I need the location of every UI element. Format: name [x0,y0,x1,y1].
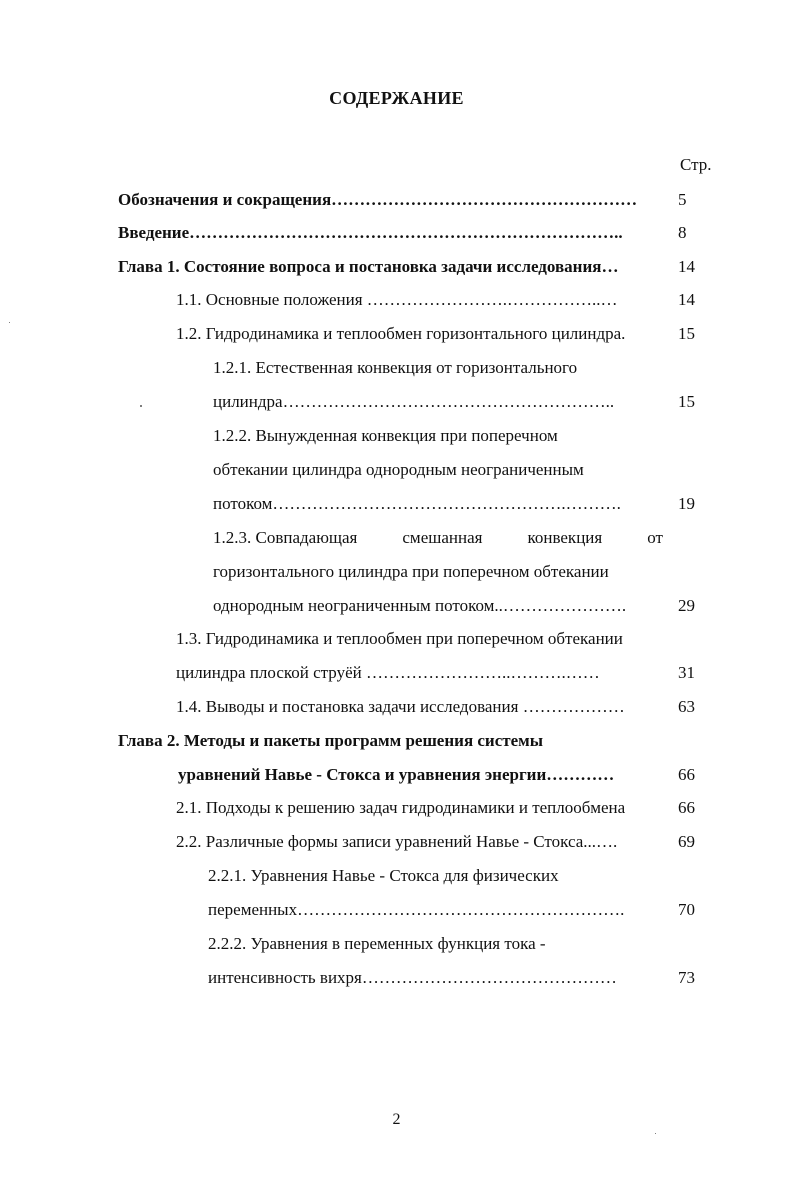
toc-entry-1-2-2-line-3: потоком…………………………………………….………. [213,494,621,513]
toc-entry-1-2-3-line-1 [213,527,663,549]
toc-entry-1-2: 1.2. Гидродинамика и теплообмен горизонтального цилиндра. [176,324,626,343]
toc-entry-2-1: 2.1. Подходы к решению задач гидродинамики и теплообмена [176,798,626,817]
toc-page-chapter-2: 66 [678,765,695,784]
toc-page-1-2-1: 15 [678,392,695,411]
toc-entry-1-2-2-line-2: обтекании цилиндра однородным неограниченным [213,460,584,479]
toc-page-1-1: 14 [678,290,695,309]
toc-page-notation: 5 [678,190,687,209]
toc-entry-2-2-2-line-2: интенсивность вихря……………………………………… [208,968,617,987]
toc-page-1-2-3: 29 [678,596,695,615]
scan-speck [9,322,10,323]
toc-word: 1.2.3. Совпадающая [213,528,358,547]
toc-entry-2-2-1-line-2: переменных…………………………………………………. [208,900,625,919]
toc-page-1-3: 31 [678,663,695,682]
toc-page-1-2-2: 19 [678,494,695,513]
toc-word: от [647,528,663,547]
page-title: СОДЕРЖАНИЕ [329,88,464,108]
toc-entry-1-2-3-line-3: однородным неограниченным потоком..…………………. [213,596,627,615]
scan-speck [655,1133,656,1134]
toc-entry-chapter-2-line-2: уравнений Навье - Стокса и уравнения энергии………… [178,765,615,784]
toc-entry-2-2-2-line-1: 2.2.2. Уравнения в переменных функция тока - [208,934,546,953]
toc-page-1-4: 63 [678,697,695,716]
toc-entry-chapter-2-line-1: Глава 2. Методы и пакеты программ решения системы [118,731,544,750]
scan-speck [140,405,142,407]
toc-page-2-2-1: 70 [678,900,695,919]
toc-page-2-2-2: 73 [678,968,695,987]
toc-page-2-2: 69 [678,832,695,851]
toc-page-chapter-1: 14 [678,257,695,276]
toc-word: конвекция [527,528,603,547]
toc-entry-chapter-1: Глава 1. Состояние вопроса и постановка задачи исследования… [118,257,619,276]
toc-word: смешанная [402,528,483,547]
toc-entry-1-3-line-2: цилиндра плоской струёй ……………………..……….…… [176,663,600,682]
toc-entry-1-2-2-line-1: 1.2.2. Вынужденная конвекция при поперечном [213,426,558,445]
toc-entry-notation: Обозначения и сокращения……………………………………………… [118,190,638,209]
toc-entry-1-4: 1.4. Выводы и постановка задачи исследования ……………… [176,697,625,716]
toc-entry-1-2-1-line-1: 1.2.1. Естественная конвекция от горизонтального [213,358,578,377]
toc-entry-introduction: Введение………………………………………………………………….. [118,223,623,242]
page-column-label: Стр. [680,155,712,174]
toc-page-2-1: 66 [678,798,695,817]
toc-entry-1-2-1-line-2: цилиндра………………………………………………….. [213,392,615,411]
toc-entry-2-2: 2.2. Различные формы записи уравнений Навье - Стокса...…. [176,832,618,851]
toc-entry-1-1: 1.1. Основные положения …………………….……………..… [176,290,618,309]
toc-entry-1-3-line-1: 1.3. Гидродинамика и теплообмен при поперечном обтекании [176,629,623,648]
toc-entry-1-2-3-line-2: горизонтального цилиндра при поперечном обтекании [213,562,609,581]
toc-entry-2-2-1-line-1: 2.2.1. Уравнения Навье - Стокса для физических [208,866,559,885]
page-number: 2 [392,1111,401,1128]
toc-page-introduction: 8 [678,223,687,242]
toc-page-1-2: 15 [678,324,695,343]
